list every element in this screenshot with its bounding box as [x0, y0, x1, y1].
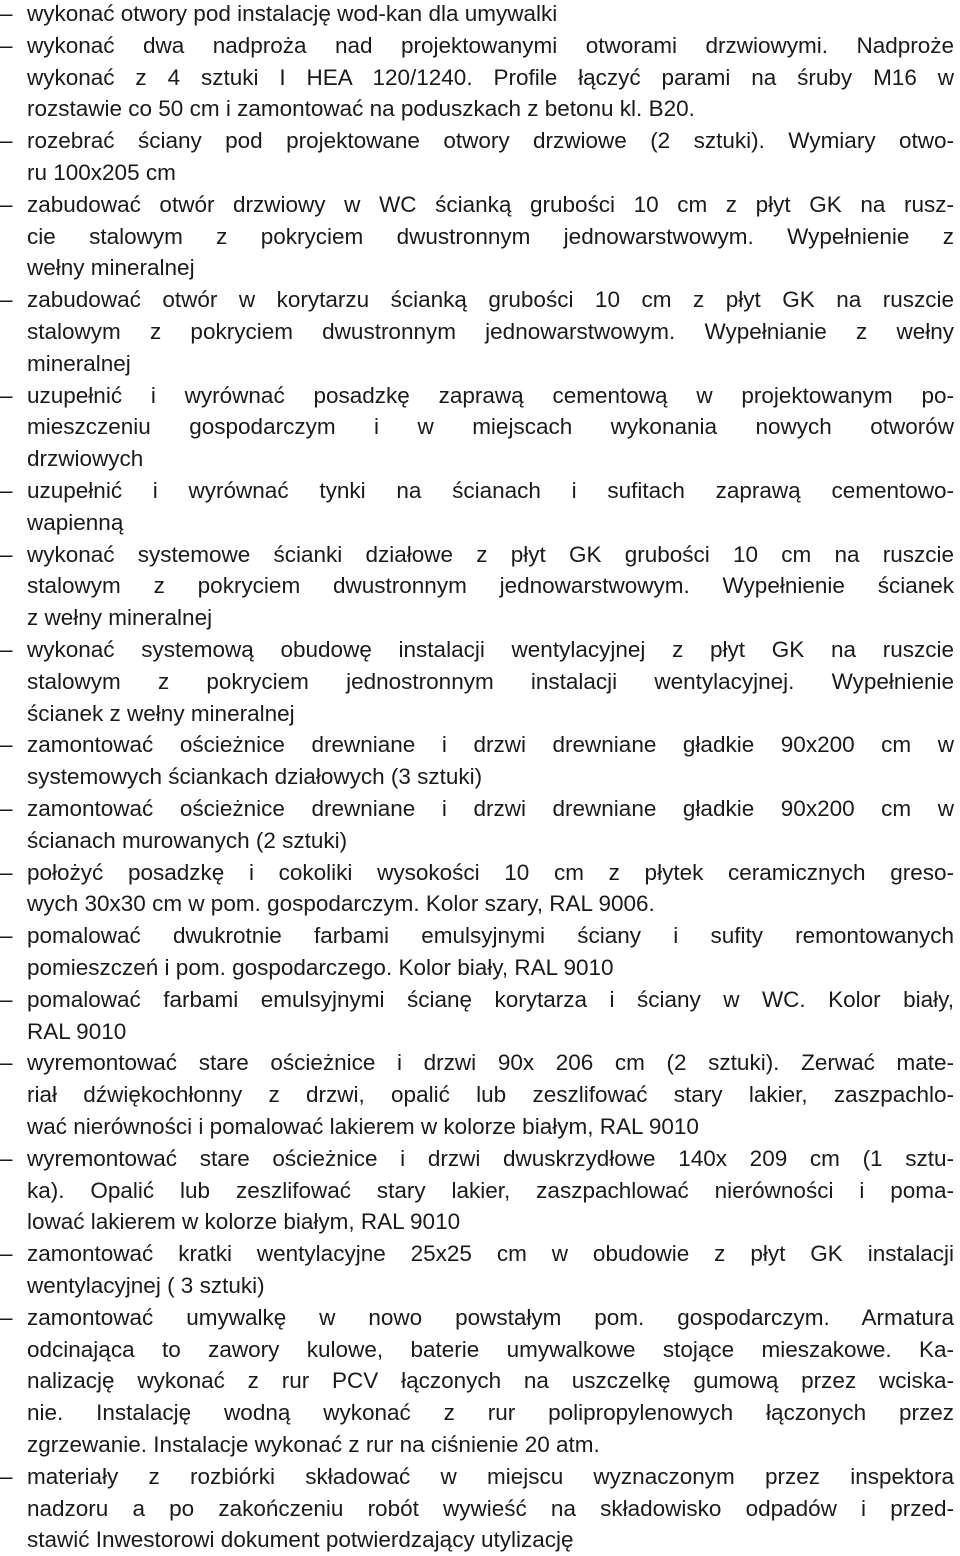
line-text: rozebrać ściany pod projektowane otwory drzwiowe (2 sztuki). Wymiary otwo-	[27, 128, 954, 154]
line-text: mineralnej	[27, 350, 131, 376]
text-line	[0, 1461, 960, 1493]
line-text: wentylacyjnej ( 3 sztuki)	[27, 1273, 265, 1298]
line-text: odcinająca to zawory kulowe, baterie umywalkowe stojące mieszakowe. Ka-	[27, 1336, 954, 1362]
line-text: ścianach murowanych (2 sztuki)	[27, 827, 348, 853]
dash-bullet-icon: –	[0, 1145, 13, 1171]
line-text: z wełny mineralnej	[27, 605, 213, 631]
dash-bullet-icon: –	[0, 287, 13, 313]
text-line	[0, 475, 960, 507]
line-text: pomieszczeń i pom. gospodarczego. Kolor biały, RAL 9010	[27, 955, 614, 980]
text-line	[0, 125, 960, 157]
text-line	[0, 1397, 960, 1429]
text-line	[0, 1524, 960, 1556]
text-line	[0, 1079, 960, 1111]
line-text: zamontować ościeżnice drewniane i drzwi drewniane gładkie 90x200 cm w	[27, 796, 954, 821]
line-text: systemowych ściankach działowych (3 sztuki)	[27, 764, 483, 790]
text-line	[0, 888, 960, 920]
dash-bullet-icon: –	[0, 541, 13, 567]
text-line	[0, 1493, 960, 1525]
text-line	[0, 1206, 960, 1238]
dash-bullet-icon: –	[0, 1463, 13, 1489]
line-text: zabudować otwór drzwiowy w WC ścianką grubości 10 cm z płyt GK na rusz-	[27, 191, 954, 217]
text-line	[0, 1016, 960, 1048]
dash-bullet-icon: –	[0, 923, 13, 949]
dash-bullet-icon: –	[0, 986, 13, 1012]
line-text: lować lakierem w kolorze białym, RAL 9010	[27, 1209, 461, 1235]
text-line	[0, 602, 960, 634]
line-text: drzwiowych	[27, 446, 144, 472]
line-text: pomalować dwukrotnie farbami emulsyjnymi ściany i sufity remontowanych	[27, 923, 954, 949]
text-line	[0, 284, 960, 316]
line-text: wać nierówności i pomalować lakierem w kolorze białym, RAL 9010	[27, 1114, 699, 1139]
text-line	[0, 570, 960, 602]
line-text: pomalować farbami emulsyjnymi ścianę korytarza i ściany w WC. Kolor biały,	[27, 986, 954, 1012]
dash-bullet-icon: –	[0, 732, 13, 758]
dash-bullet-icon: –	[0, 478, 13, 503]
line-text: mieszczeniu gospodarczym i w miejscach wykonania nowych otworów	[27, 414, 954, 440]
text-line	[0, 0, 960, 30]
text-line	[0, 920, 960, 952]
text-line	[0, 380, 960, 412]
text-line	[0, 1334, 960, 1366]
line-text: wyremontować stare ościeżnice i drzwi dwuskrzydłowe 140x 209 cm (1 sztu-	[27, 1145, 954, 1171]
line-text: stalowym z pokryciem dwustronnym jednowarstwowym. Wypełnianie z wełny	[27, 319, 954, 344]
line-text: uzupełnić i wyrównać tynki na ścianach i sufitach zaprawą cementowo-	[27, 478, 954, 503]
dash-bullet-icon: –	[0, 1, 13, 26]
line-text: nie. Instalację wodną wykonać z rur polipropylenowych łączonych przez	[27, 1400, 954, 1426]
text-line	[0, 761, 960, 793]
text-line	[0, 857, 960, 889]
text-line	[0, 1143, 960, 1175]
dash-bullet-icon: –	[0, 637, 13, 662]
line-text: zamontować kratki wentylacyjne 25x25 cm w obudowie z płyt GK instalacji	[27, 1241, 954, 1267]
line-text: wykonać systemowe ścianki działowe z płyt GK grubości 10 cm na ruszcie	[27, 541, 954, 567]
text-line	[0, 157, 960, 189]
text-line	[0, 729, 960, 761]
line-text: nalizację wykonać z rur PCV łączonych na uszczelkę gumową przez wciska-	[27, 1368, 954, 1394]
line-text: ru 100x205 cm	[27, 160, 176, 185]
dash-bullet-icon: –	[0, 1050, 13, 1076]
text-line	[0, 62, 960, 94]
line-text: wyremontować stare ościeżnice i drzwi 90x 206 cm (2 sztuki). Zerwać mate-	[27, 1050, 954, 1076]
dash-bullet-icon: –	[0, 191, 13, 217]
line-text: położyć posadzkę i cokoliki wysokości 10 cm z płytek ceramicznych greso-	[27, 859, 954, 885]
text-line	[0, 1429, 960, 1461]
dash-bullet-icon: –	[0, 382, 13, 408]
text-line	[0, 30, 960, 62]
text-line	[0, 634, 960, 666]
line-text: cie stalowym z pokryciem dwustronnym jednowarstwowym. Wypełnienie z	[27, 223, 954, 249]
dash-bullet-icon: –	[0, 859, 13, 885]
dash-bullet-icon: –	[0, 1304, 13, 1330]
text-line	[0, 507, 960, 539]
line-text: wych 30x30 cm w pom. gospodarczym. Kolor szary, RAL 9006.	[27, 891, 655, 917]
text-line	[0, 539, 960, 571]
text-line	[0, 411, 960, 443]
text-line	[0, 1047, 960, 1079]
dash-bullet-icon: –	[0, 1241, 13, 1267]
text-line	[0, 952, 960, 984]
line-text: stawić Inwestorowi dokument potwierdzający utylizację	[27, 1527, 574, 1553]
line-text: wapienną	[27, 509, 124, 535]
line-text: riał dźwiękochłonny z drzwi, opalić lub zeszlifować stary lakier, zaszpachlo-	[27, 1082, 954, 1108]
line-text: wykonać dwa nadproża nad projektowanymi otworami drzwiowymi. Nadproże	[27, 32, 954, 58]
line-text: ka). Opalić lub zeszlifować stary lakier, zaszpachlować nierówności i poma-	[27, 1177, 954, 1203]
line-text: stalowym z pokryciem jednostronnym instalacji wentylacyjnej. Wypełnienie	[27, 668, 954, 694]
line-text: wykonać z 4 sztuki I HEA 120/1240. Profile łączyć parami na śruby M16 w	[27, 64, 954, 90]
line-text: rozstawie co 50 cm i zamontować na poduszkach z betonu kl. B20.	[27, 96, 695, 122]
line-text: uzupełnić i wyrównać posadzkę zaprawą cementową w projektowanym po-	[27, 382, 954, 408]
line-text: zamontować umywalkę w nowo powstałym pom. gospodarczym. Armatura	[27, 1304, 954, 1330]
text-line	[0, 221, 960, 253]
line-text: nadzoru a po zakończeniu robót wywieść na składowisko odpadów i przed-	[27, 1495, 954, 1521]
text-line	[0, 698, 960, 730]
line-text: wełny mineralnej	[27, 255, 195, 281]
text-line	[0, 1270, 960, 1302]
text-line	[0, 793, 960, 825]
text-line	[0, 666, 960, 698]
text-line	[0, 93, 960, 125]
text-line	[0, 189, 960, 221]
text-line	[0, 825, 960, 857]
line-text: ścianek z wełny mineralnej	[27, 700, 295, 726]
text-line	[0, 1365, 960, 1397]
line-text: wykonać otwory pod instalację wod-kan dla umywalki	[27, 1, 558, 26]
text-line	[0, 443, 960, 475]
dash-bullet-icon: –	[0, 128, 13, 154]
text-line	[0, 1175, 960, 1207]
line-text: materiały z rozbiórki składować w miejscu wyznaczonym przez inspektora	[27, 1463, 954, 1489]
dash-bullet-icon: –	[0, 32, 13, 58]
line-text: RAL 9010	[27, 1018, 127, 1044]
text-line	[0, 1302, 960, 1334]
text-line	[0, 1238, 960, 1270]
line-text: zgrzewanie. Instalacje wykonać z rur na ciśnienie 20 atm.	[27, 1432, 600, 1457]
line-text: wykonać systemową obudowę instalacji wentylacyjnej z płyt GK na ruszcie	[27, 637, 954, 662]
line-text: stalowym z pokryciem dwustronnym jednowarstwowym. Wypełnienie ścianek	[27, 573, 954, 599]
text-line	[0, 316, 960, 348]
line-text: zabudować otwór w korytarzu ścianką grubości 10 cm z płyt GK na ruszcie	[27, 287, 954, 313]
text-line	[0, 252, 960, 284]
line-text: zamontować ościeżnice drewniane i drzwi drewniane gładkie 90x200 cm w	[27, 732, 954, 758]
text-line	[0, 348, 960, 380]
dash-bullet-icon: –	[0, 796, 13, 821]
text-line	[0, 1111, 960, 1143]
text-line	[0, 984, 960, 1016]
